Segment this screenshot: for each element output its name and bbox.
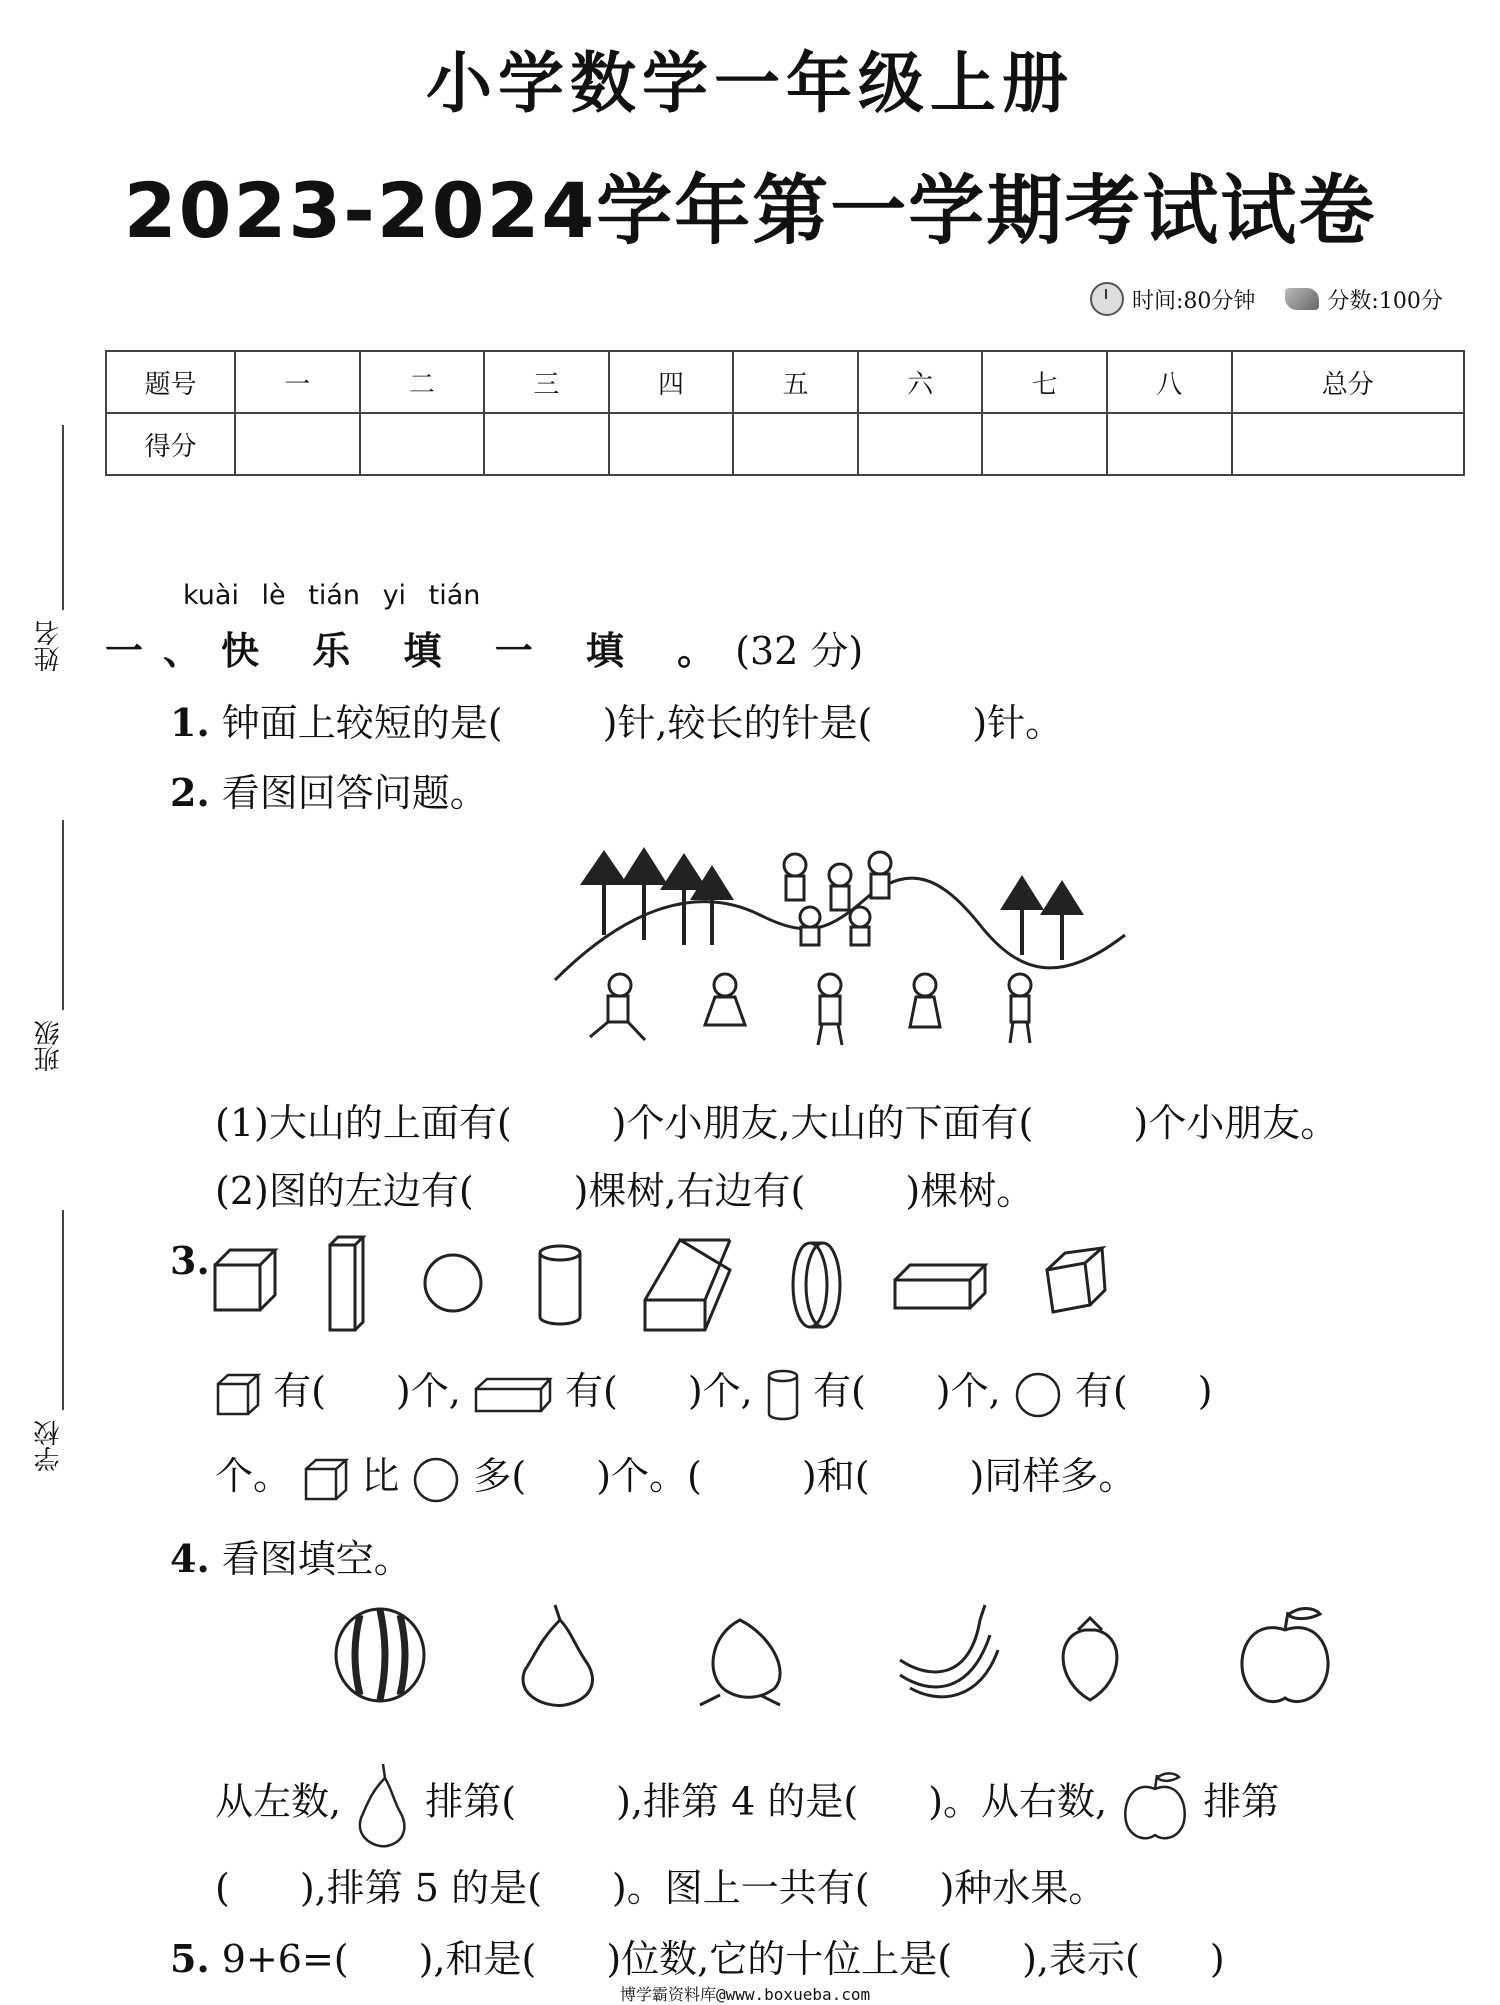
sphere-icon bbox=[411, 1455, 461, 1505]
q3-text: 有( bbox=[812, 1369, 866, 1413]
q4-text: )。从右数, bbox=[928, 1779, 1108, 1824]
clock-icon bbox=[1090, 282, 1124, 316]
trees-left bbox=[580, 847, 734, 945]
cube-tilted-icon bbox=[1047, 1248, 1105, 1312]
question-number: 1. bbox=[170, 700, 210, 745]
cube-icon bbox=[215, 1372, 261, 1418]
q5-text: ),和是( bbox=[418, 1937, 537, 1981]
q3-text: ) bbox=[1197, 1369, 1213, 1413]
cylinder-icon bbox=[540, 1246, 580, 1324]
question-5 bbox=[170, 1928, 1225, 1983]
score-cell[interactable] bbox=[1107, 413, 1232, 475]
q3-text: 有( bbox=[1074, 1369, 1128, 1413]
score-table-score-row bbox=[106, 413, 1464, 475]
question-number: 3. bbox=[170, 1238, 210, 1283]
q3-text: )个, bbox=[935, 1369, 1001, 1413]
question-4-line-1 bbox=[215, 1760, 1279, 1850]
section-title: 一、快 乐 填 一 填 。 bbox=[105, 629, 736, 673]
score-cell[interactable] bbox=[1232, 413, 1465, 475]
strawberry-icon bbox=[1063, 1618, 1117, 1700]
section-pinyin: kuài lè tián yi tián bbox=[183, 580, 481, 611]
question-2-part-2 bbox=[215, 1160, 1034, 1215]
score-header-cell: 四 bbox=[609, 351, 734, 413]
children-below-hill bbox=[590, 974, 1031, 1045]
name-label: 姓名 bbox=[34, 620, 64, 672]
disc-cylinder-icon bbox=[793, 1243, 840, 1327]
q5-text: ),表示( bbox=[1022, 1937, 1140, 1981]
q5-text: 9+6=( bbox=[221, 1937, 349, 1981]
q2-s2-text-c: )棵树。 bbox=[905, 1169, 1035, 1213]
footer-watermark: 博学霸资料库@www.boxueba.com bbox=[620, 1985, 871, 2004]
score-header-cell: 六 bbox=[858, 351, 983, 413]
q2-s1-text-b: )个小朋友,大山的下面有( bbox=[611, 1101, 1034, 1145]
cube-icon bbox=[303, 1457, 349, 1503]
watermelon-icon bbox=[336, 1609, 424, 1701]
cube-icon bbox=[215, 1250, 275, 1310]
q1-text-c: )针。 bbox=[972, 701, 1064, 745]
q4-text: 排第( bbox=[425, 1779, 517, 1824]
tall-cuboid-icon bbox=[330, 1237, 363, 1330]
cylinder-icon bbox=[765, 1368, 801, 1422]
q2-s2-text-a: (2)图的左边有( bbox=[215, 1169, 474, 1213]
class-line[interactable] bbox=[62, 820, 64, 1010]
pear-icon bbox=[353, 1760, 413, 1850]
flat-cuboid-icon bbox=[895, 1265, 985, 1308]
question-2-part-1 bbox=[215, 1092, 1338, 1147]
score-cell[interactable] bbox=[360, 413, 485, 475]
q2-s1-text-a: (1)大山的上面有( bbox=[215, 1101, 512, 1145]
q3-text: 有( bbox=[565, 1369, 618, 1413]
q3-text: 比 bbox=[361, 1454, 400, 1498]
score-header-cell: 题号 bbox=[106, 351, 235, 413]
score-header-cell: 二 bbox=[360, 351, 485, 413]
question-3-line-2 bbox=[215, 1445, 1136, 1505]
score-header-cell: 八 bbox=[1107, 351, 1232, 413]
bananas-icon bbox=[900, 1605, 998, 1697]
q1-text-b: )针,较长的针是( bbox=[602, 701, 873, 745]
q3-text: 个。 bbox=[215, 1454, 292, 1498]
class-label: 班级 bbox=[34, 1020, 64, 1072]
sphere-icon bbox=[1013, 1370, 1063, 1420]
score-row-label: 得分 bbox=[106, 413, 235, 475]
question-number: 4. bbox=[170, 1536, 210, 1581]
sphere-icon bbox=[425, 1255, 481, 1311]
q3-text: )个。( bbox=[596, 1454, 702, 1498]
question-number: 5. bbox=[170, 1936, 210, 1981]
q2-s1-text-c: )个小朋友。 bbox=[1133, 1101, 1339, 1145]
time-limit: 时间:80分钟 bbox=[1132, 288, 1256, 314]
q4-prompt: 看图填空。 bbox=[221, 1537, 412, 1581]
exam-title: 2023-2024学年第一学期考试试卷 bbox=[123, 166, 1377, 255]
q2-s2-text-b: )棵树,右边有( bbox=[573, 1169, 806, 1213]
apple-icon bbox=[1119, 1769, 1191, 1841]
exam-meta bbox=[1090, 282, 1443, 316]
pencil-icon bbox=[1285, 288, 1319, 310]
long-cuboid-icon bbox=[645, 1240, 730, 1330]
score-header-cell: 七 bbox=[982, 351, 1107, 413]
peach-icon bbox=[700, 1620, 780, 1705]
school-line[interactable] bbox=[62, 1210, 64, 1410]
q5-text: ) bbox=[1209, 1937, 1225, 1981]
q4-text: ( bbox=[215, 1866, 230, 1910]
score-cell[interactable] bbox=[484, 413, 609, 475]
score-table bbox=[105, 350, 1465, 476]
q5-text: )位数,它的十位上是( bbox=[606, 1937, 953, 1981]
apple-icon bbox=[1242, 1608, 1328, 1701]
score-cell[interactable] bbox=[733, 413, 858, 475]
fruits-picture bbox=[330, 1600, 1360, 1710]
question-4-line-2 bbox=[215, 1857, 1106, 1912]
q4-text: ),排第 5 的是( bbox=[299, 1866, 542, 1910]
solid-shapes-picture bbox=[205, 1235, 1125, 1335]
page-title: 小学数学一年级上册 bbox=[426, 45, 1074, 122]
hill-children-picture bbox=[550, 845, 1130, 1060]
section-heading bbox=[105, 620, 863, 675]
score-header-cell: 总分 bbox=[1232, 351, 1465, 413]
trees-right bbox=[1000, 875, 1084, 960]
children-on-hill bbox=[784, 852, 891, 945]
q3-text: )个, bbox=[687, 1369, 753, 1413]
question-3-number bbox=[170, 1238, 210, 1283]
question-4 bbox=[170, 1528, 412, 1583]
pear-icon bbox=[523, 1605, 592, 1705]
score-cell[interactable] bbox=[609, 413, 734, 475]
q4-text: 从左数, bbox=[215, 1779, 342, 1824]
score-header-cell: 五 bbox=[733, 351, 858, 413]
total-score: 分数:100分 bbox=[1327, 288, 1443, 314]
q4-text: )种水果。 bbox=[939, 1866, 1107, 1910]
q3-text: 多( bbox=[473, 1454, 527, 1498]
question-2 bbox=[170, 762, 488, 817]
q4-text: 排第 bbox=[1203, 1779, 1280, 1824]
question-3-line-1 bbox=[215, 1360, 1213, 1422]
q3-text: 有( bbox=[273, 1369, 326, 1413]
score-table-header-row bbox=[106, 351, 1464, 413]
score-header-cell: 一 bbox=[235, 351, 360, 413]
q4-text: )。图上一共有( bbox=[611, 1866, 870, 1910]
flat-cuboid-icon bbox=[473, 1375, 553, 1415]
school-label: 学校 bbox=[34, 1420, 64, 1472]
score-cell[interactable] bbox=[982, 413, 1107, 475]
name-line[interactable] bbox=[62, 425, 64, 610]
question-number: 2. bbox=[170, 770, 210, 815]
score-cell[interactable] bbox=[235, 413, 360, 475]
q2-prompt: 看图回答问题。 bbox=[221, 771, 488, 815]
score-cell[interactable] bbox=[858, 413, 983, 475]
section-points: (32 分) bbox=[735, 629, 864, 673]
q3-text: )和( bbox=[801, 1454, 870, 1498]
q3-text: )同样多。 bbox=[969, 1454, 1137, 1498]
score-header-cell: 三 bbox=[484, 351, 609, 413]
q1-text-a: 钟面上较短的是( bbox=[221, 701, 503, 745]
question-1 bbox=[170, 692, 1063, 747]
q3-text: )个, bbox=[395, 1369, 461, 1413]
q4-text: ),排第 4 的是( bbox=[616, 1779, 859, 1824]
